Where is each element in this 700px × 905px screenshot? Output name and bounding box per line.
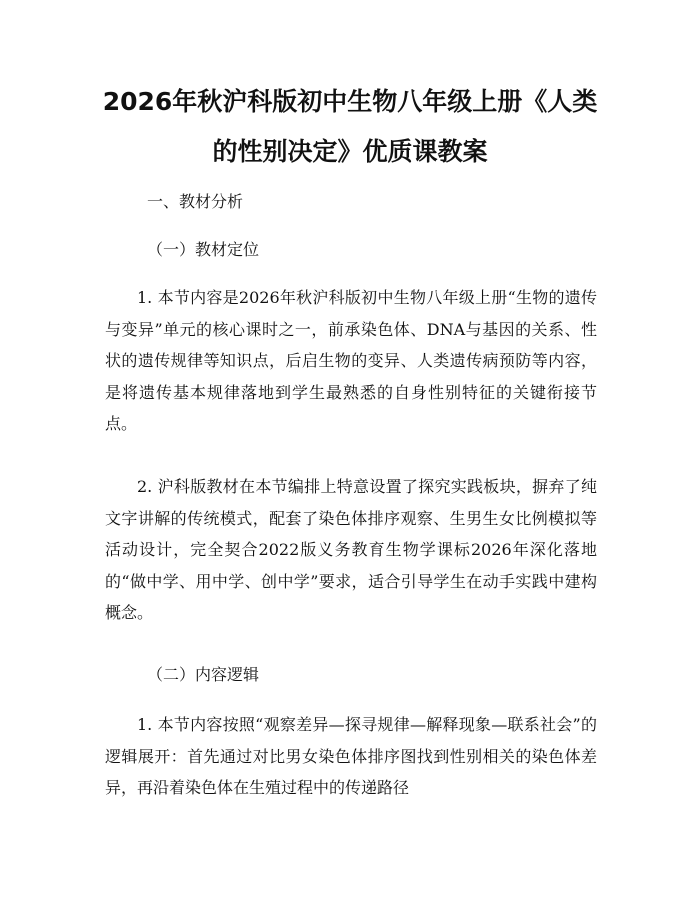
paragraph-positioning-1: 1. 本节内容是2026年秋沪科版初中生物八年级上册“生物的遗传与变异”单元的核心课时之一，前承染色体、DNA与基因的关系、性状的遗传规律等知识点，后启生物的变异、人类遗传病预防等内容，是将遗传基本规律落地到学生最熟悉的自身性别特征的关键衔接节点。 <box>105 288 597 433</box>
paragraph-positioning-2: 2. 沪科版教材在本节编排上特意设置了探究实践板块，摒弃了纯文字讲解的传统模式，配套了染色体排序观察、生男生女比例模拟等活动设计，完全契合2022版义务教育生物学课标2026年深化落地的“做中学、用中学、创中学”要求，适合引导学生在动手实践中建构概念。 <box>105 477 597 622</box>
document-title-line-2: 的性别决定》优质课教案 <box>212 137 488 166</box>
paragraph-content-logic-1: 1. 本节内容按照“观察差异—探寻规律—解释现象—联系社会”的逻辑展开：首先通过对比男女染色体排序图找到性别相关的染色体差异，再沿着染色体在生殖过程中的传递路径 <box>105 715 597 797</box>
subsection-heading-positioning: （一）教材定位 <box>147 240 260 259</box>
section-heading-textbook-analysis: 一、教材分析 <box>147 192 244 211</box>
document-title-line-1: 2026年秋沪科版初中生物八年级上册《人类 <box>102 87 598 116</box>
subsection-heading-content-logic: （二）内容逻辑 <box>147 665 260 684</box>
